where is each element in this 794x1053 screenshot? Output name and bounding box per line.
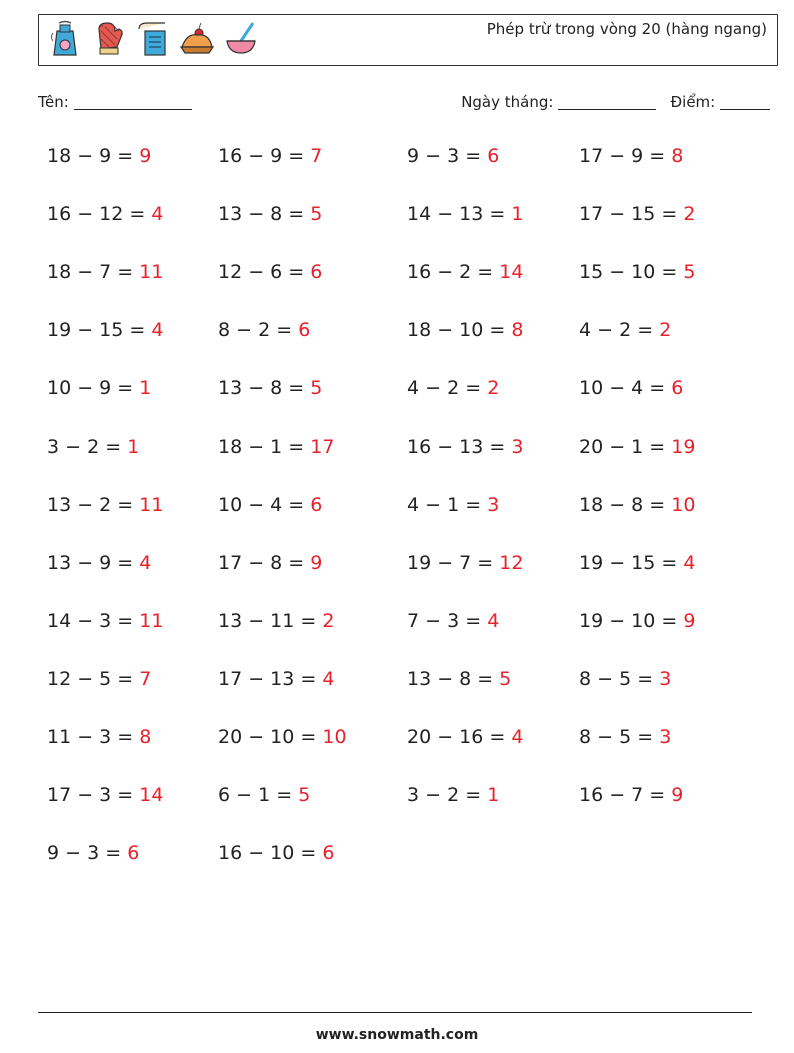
problem-35 — [407, 610, 499, 632]
date-label: Ngày tháng: — [461, 93, 554, 111]
score-blank[interactable] — [720, 93, 770, 110]
problem-33 — [47, 610, 163, 632]
problem-expression: 13 − 11 = — [218, 609, 323, 632]
problem-answer: 2 — [322, 609, 335, 632]
footer-url: www.snowmath.com — [315, 1027, 479, 1043]
problem-answer: 1 — [139, 377, 152, 400]
problem-expression: 18 − 1 = — [218, 435, 311, 458]
problem-41 — [47, 726, 151, 748]
problem-expression: 15 − 10 = — [579, 261, 684, 284]
problem-45 — [47, 784, 163, 806]
problem-34 — [218, 610, 334, 632]
problem-expression: 18 − 10 = — [407, 319, 512, 342]
problem-expression: 20 − 16 = — [407, 726, 512, 748]
problem-49 — [47, 842, 139, 864]
problem-28 — [579, 494, 695, 516]
problem-answer: 4 — [487, 609, 500, 632]
problem-answer: 11 — [139, 609, 164, 632]
problem-expression: 10 − 4 = — [579, 377, 672, 400]
problem-11 — [407, 261, 523, 283]
problem-3 — [407, 145, 499, 167]
problem-answer: 2 — [659, 319, 672, 342]
name-label: Tên: — [38, 93, 69, 111]
problem-expression: 10 − 9 = — [47, 377, 140, 400]
cherry-pie-icon — [179, 19, 215, 59]
problem-16 — [579, 319, 671, 341]
problem-answer: 9 — [683, 609, 696, 632]
problem-expression: 16 − 7 = — [579, 784, 672, 807]
problem-expression: 13 − 2 = — [47, 493, 140, 516]
problem-expression: 19 − 15 = — [579, 551, 684, 574]
problem-expression: 19 − 15 = — [47, 319, 152, 342]
problem-answer: 3 — [511, 435, 524, 458]
name-blank[interactable] — [74, 93, 192, 110]
problem-expression: 13 − 8 = — [218, 377, 311, 400]
problem-4 — [579, 145, 683, 167]
problem-7 — [407, 203, 523, 225]
problem-expression: 17 − 8 = — [218, 551, 311, 574]
problem-expression: 14 − 13 = — [407, 203, 512, 226]
problem-answer: 3 — [659, 726, 672, 748]
problem-27 — [407, 494, 499, 516]
problem-answer: 17 — [310, 435, 335, 458]
problem-22 — [218, 436, 334, 458]
problem-38 — [218, 668, 334, 690]
problem-expression: 17 − 13 = — [218, 667, 323, 690]
problem-expression: 19 − 10 = — [579, 609, 684, 632]
problem-expression: 3 − 2 = — [47, 435, 128, 458]
problem-expression: 18 − 7 = — [47, 261, 140, 284]
problem-47 — [407, 784, 499, 806]
problem-18 — [218, 377, 322, 399]
problem-43 — [407, 726, 523, 748]
problem-expression: 13 − 8 = — [407, 667, 500, 690]
problem-expression: 12 − 5 = — [47, 667, 140, 690]
problem-answer: 4 — [151, 203, 164, 226]
problem-12 — [579, 261, 695, 283]
date-blank[interactable] — [558, 93, 656, 110]
problem-answer: 6 — [322, 842, 335, 865]
problem-14 — [218, 319, 310, 341]
problem-answer: 5 — [310, 377, 323, 400]
problem-6 — [218, 203, 322, 225]
problem-answer: 6 — [127, 842, 140, 865]
problem-2 — [218, 145, 322, 167]
name-field — [38, 93, 192, 111]
problem-answer: 7 — [310, 145, 323, 167]
problem-expression: 20 − 10 = — [218, 726, 323, 748]
problem-24 — [579, 436, 695, 458]
problem-answer: 5 — [310, 203, 323, 226]
problem-30 — [218, 552, 322, 574]
problem-answer: 8 — [671, 145, 684, 167]
problem-answer: 9 — [139, 145, 152, 167]
worksheet-title: Phép trừ trong vòng 20 (hàng ngang) — [486, 20, 767, 38]
problem-answer: 14 — [499, 261, 524, 284]
icon-strip — [47, 19, 259, 59]
problem-expression: 4 − 2 = — [407, 377, 488, 400]
problem-29 — [47, 552, 151, 574]
problem-46 — [218, 784, 310, 806]
problem-answer: 6 — [310, 493, 323, 516]
problem-25 — [47, 494, 163, 516]
problem-answer: 4 — [511, 726, 524, 748]
problem-expression: 6 − 1 = — [218, 784, 299, 807]
problem-expression: 16 − 12 = — [47, 203, 152, 226]
problem-10 — [218, 261, 322, 283]
problem-expression: 13 − 8 = — [218, 203, 311, 226]
problem-21 — [47, 436, 139, 458]
problem-expression: 3 − 2 = — [407, 784, 488, 807]
problem-expression: 17 − 9 = — [579, 145, 672, 167]
problem-answer: 4 — [151, 319, 164, 342]
problem-answer: 2 — [683, 203, 696, 226]
problem-expression: 11 − 3 = — [47, 726, 140, 748]
problem-expression: 8 − 2 = — [218, 319, 299, 342]
problem-answer: 1 — [127, 435, 140, 458]
problem-expression: 19 − 7 = — [407, 551, 500, 574]
problem-answer: 1 — [487, 784, 500, 807]
problem-expression: 4 − 2 = — [579, 319, 660, 342]
problem-expression: 9 − 3 = — [47, 842, 128, 865]
problem-answer: 2 — [487, 377, 500, 400]
problem-32 — [579, 552, 695, 574]
problem-1 — [47, 145, 151, 167]
problem-expression: 16 − 13 = — [407, 435, 512, 458]
problem-expression: 17 − 3 = — [47, 784, 140, 807]
problem-37 — [47, 668, 151, 690]
problem-expression: 13 − 9 = — [47, 551, 140, 574]
problem-15 — [407, 319, 523, 341]
problem-expression: 18 − 9 = — [47, 145, 140, 167]
problem-48 — [579, 784, 683, 806]
problem-answer: 9 — [671, 784, 684, 807]
problem-answer: 6 — [487, 145, 500, 167]
problem-answer: 6 — [310, 261, 323, 284]
problem-50 — [218, 842, 334, 864]
problem-answer: 12 — [499, 551, 524, 574]
problem-answer: 10 — [671, 493, 696, 516]
problem-expression: 16 − 2 = — [407, 261, 500, 284]
problem-answer: 19 — [671, 435, 696, 458]
problem-expression: 8 − 5 = — [579, 726, 660, 748]
problem-17 — [47, 377, 151, 399]
problem-answer: 14 — [139, 784, 164, 807]
problem-answer: 4 — [322, 667, 335, 690]
problem-answer: 5 — [298, 784, 311, 807]
problem-39 — [407, 668, 511, 690]
problem-answer: 4 — [139, 551, 152, 574]
problem-expression: 8 − 5 = — [579, 667, 660, 690]
problem-9 — [47, 261, 163, 283]
oven-mitt-icon — [91, 19, 127, 59]
problem-expression: 18 − 8 = — [579, 493, 672, 516]
problem-answer: 8 — [139, 726, 152, 748]
header-box — [38, 14, 778, 66]
problem-40 — [579, 668, 671, 690]
problem-answer: 6 — [298, 319, 311, 342]
problem-expression: 16 − 10 = — [218, 842, 323, 865]
problem-expression: 4 − 1 = — [407, 493, 488, 516]
problem-answer: 5 — [499, 667, 512, 690]
footer-divider — [38, 1012, 752, 1013]
score-label: Điểm: — [670, 93, 716, 111]
problem-expression: 9 − 3 = — [407, 145, 488, 167]
problem-expression: 12 − 6 = — [218, 261, 311, 284]
date-score-fields — [461, 93, 770, 111]
problem-expression: 16 − 9 = — [218, 145, 311, 167]
measuring-cup-icon — [135, 19, 171, 59]
problem-answer: 1 — [511, 203, 524, 226]
problem-answer: 5 — [683, 261, 696, 284]
problem-answer: 8 — [511, 319, 524, 342]
problem-expression: 10 − 4 = — [218, 493, 311, 516]
problem-expression: 17 − 15 = — [579, 203, 684, 226]
problem-expression: 14 − 3 = — [47, 609, 140, 632]
problem-31 — [407, 552, 523, 574]
problem-answer: 3 — [659, 667, 672, 690]
problem-26 — [218, 494, 322, 516]
problem-answer: 10 — [322, 726, 347, 748]
problem-13 — [47, 319, 163, 341]
problem-20 — [579, 377, 683, 399]
problem-answer: 4 — [683, 551, 696, 574]
problem-19 — [407, 377, 499, 399]
apron-icon — [47, 19, 83, 59]
problem-expression: 7 − 3 = — [407, 609, 488, 632]
problem-44 — [579, 726, 671, 748]
mixing-bowl-icon — [223, 19, 259, 59]
problem-8 — [579, 203, 695, 225]
problem-5 — [47, 203, 163, 225]
problem-42 — [218, 726, 347, 748]
problem-answer: 11 — [139, 493, 164, 516]
problem-answer: 11 — [139, 261, 164, 284]
problem-23 — [407, 436, 523, 458]
problem-answer: 6 — [671, 377, 684, 400]
problem-36 — [579, 610, 695, 632]
problem-answer: 7 — [139, 667, 152, 690]
problem-answer: 9 — [310, 551, 323, 574]
problem-expression: 20 − 1 = — [579, 435, 672, 458]
problem-answer: 3 — [487, 493, 500, 516]
